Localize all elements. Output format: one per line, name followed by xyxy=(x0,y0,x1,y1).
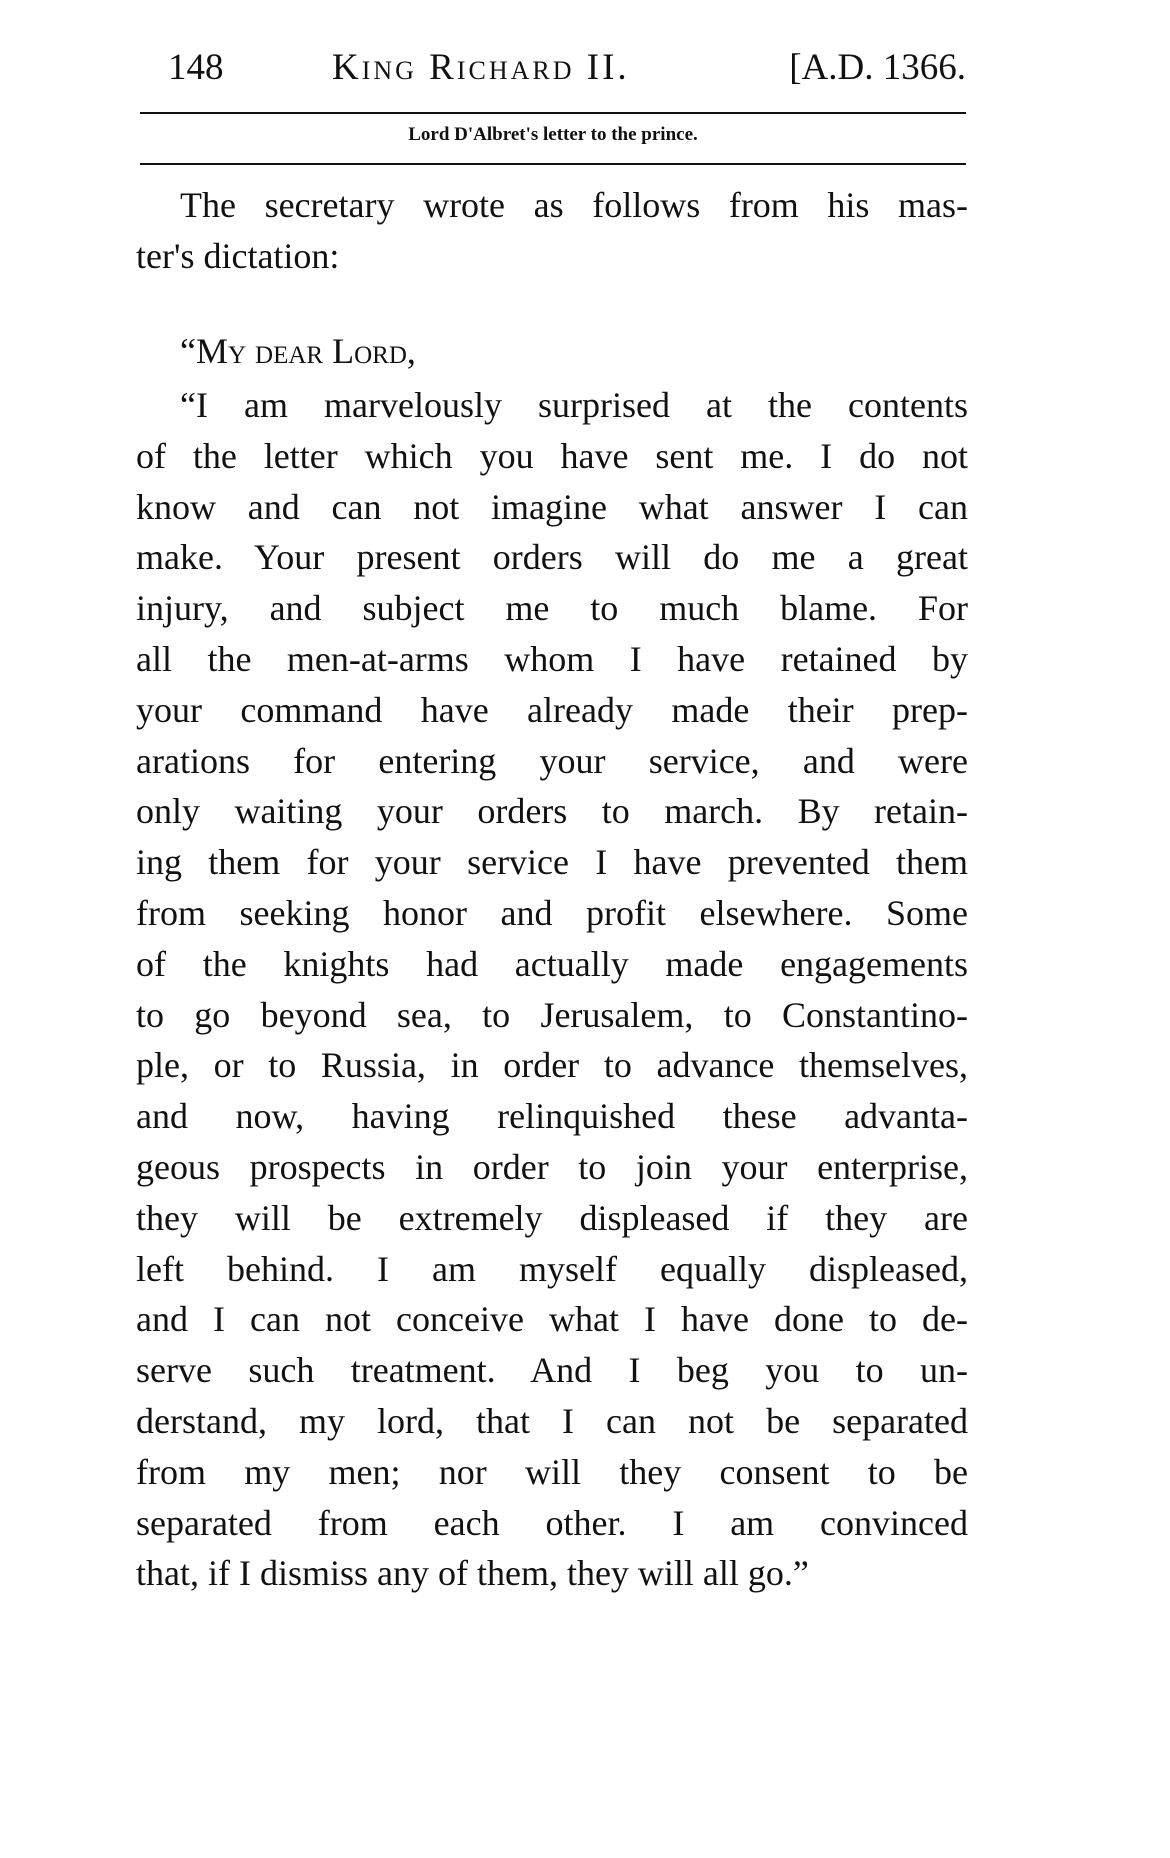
text-line: arations for entering your service, and were xyxy=(136,740,968,781)
text-line: ing them for your service I have prevented them xyxy=(136,842,968,883)
text-line: The secretary wrote as follows from his mas- xyxy=(180,185,968,225)
text-line: geous prospects in order to join your enterprise, xyxy=(136,1146,968,1187)
salutation-block xyxy=(136,326,968,377)
header-rule-top xyxy=(140,112,966,114)
page-number: 148 xyxy=(168,47,224,88)
text-line: that, if I dismiss any of them, they will all go.” xyxy=(136,1553,809,1594)
text-line: serve such treatment. And I beg you to un- xyxy=(136,1350,968,1391)
text-line: and now, having relinquished these advanta- xyxy=(136,1096,968,1137)
text-line: to go beyond sea, to Jerusalem, to Constantino- xyxy=(136,994,968,1035)
text-line: and I can not conceive what I have done to de- xyxy=(136,1299,968,1340)
text-line: all the men-at-arms whom I have retained by xyxy=(136,638,968,679)
intro-paragraph xyxy=(136,180,968,282)
text-line: left behind. I am myself equally displeased, xyxy=(136,1248,968,1289)
text-line: make. Your present orders will do me a great xyxy=(136,537,968,578)
header-date: [A.D. 1366. xyxy=(789,47,966,88)
text-line: injury, and subject me to much blame. For xyxy=(136,588,968,629)
text-line: your command have already made their prep- xyxy=(136,689,968,730)
text-line: only waiting your orders to march. By retain- xyxy=(136,791,968,832)
section-subtitle: Lord D'Albret's letter to the prince. xyxy=(408,124,698,145)
text-line: “I am marvelously surprised at the contents xyxy=(180,385,968,425)
text-line: from seeking honor and profit elsewhere. Some xyxy=(136,892,968,933)
header-rule-bottom xyxy=(140,163,966,165)
salutation: “My dear Lord, xyxy=(180,331,416,371)
text-line: ple, or to Russia, in order to advance themselves, xyxy=(136,1045,968,1086)
text-line: know and can not imagine what answer I can xyxy=(136,486,968,527)
text-line: of the knights had actually made engagements xyxy=(136,943,968,984)
text-line: separated from each other. I am convinced xyxy=(136,1502,968,1543)
text-line: ter's dictation: xyxy=(136,235,340,276)
letter-body xyxy=(136,380,968,1599)
running-title: King Richard II. xyxy=(332,47,630,88)
text-line: derstand, my lord, that I can not be separated xyxy=(136,1400,968,1441)
running-header xyxy=(136,46,966,96)
text-line: they will be extremely displeased if they are xyxy=(136,1197,968,1238)
text-line: from my men; nor will they consent to be xyxy=(136,1451,968,1492)
text-line: of the letter which you have sent me. I do not xyxy=(136,435,968,476)
